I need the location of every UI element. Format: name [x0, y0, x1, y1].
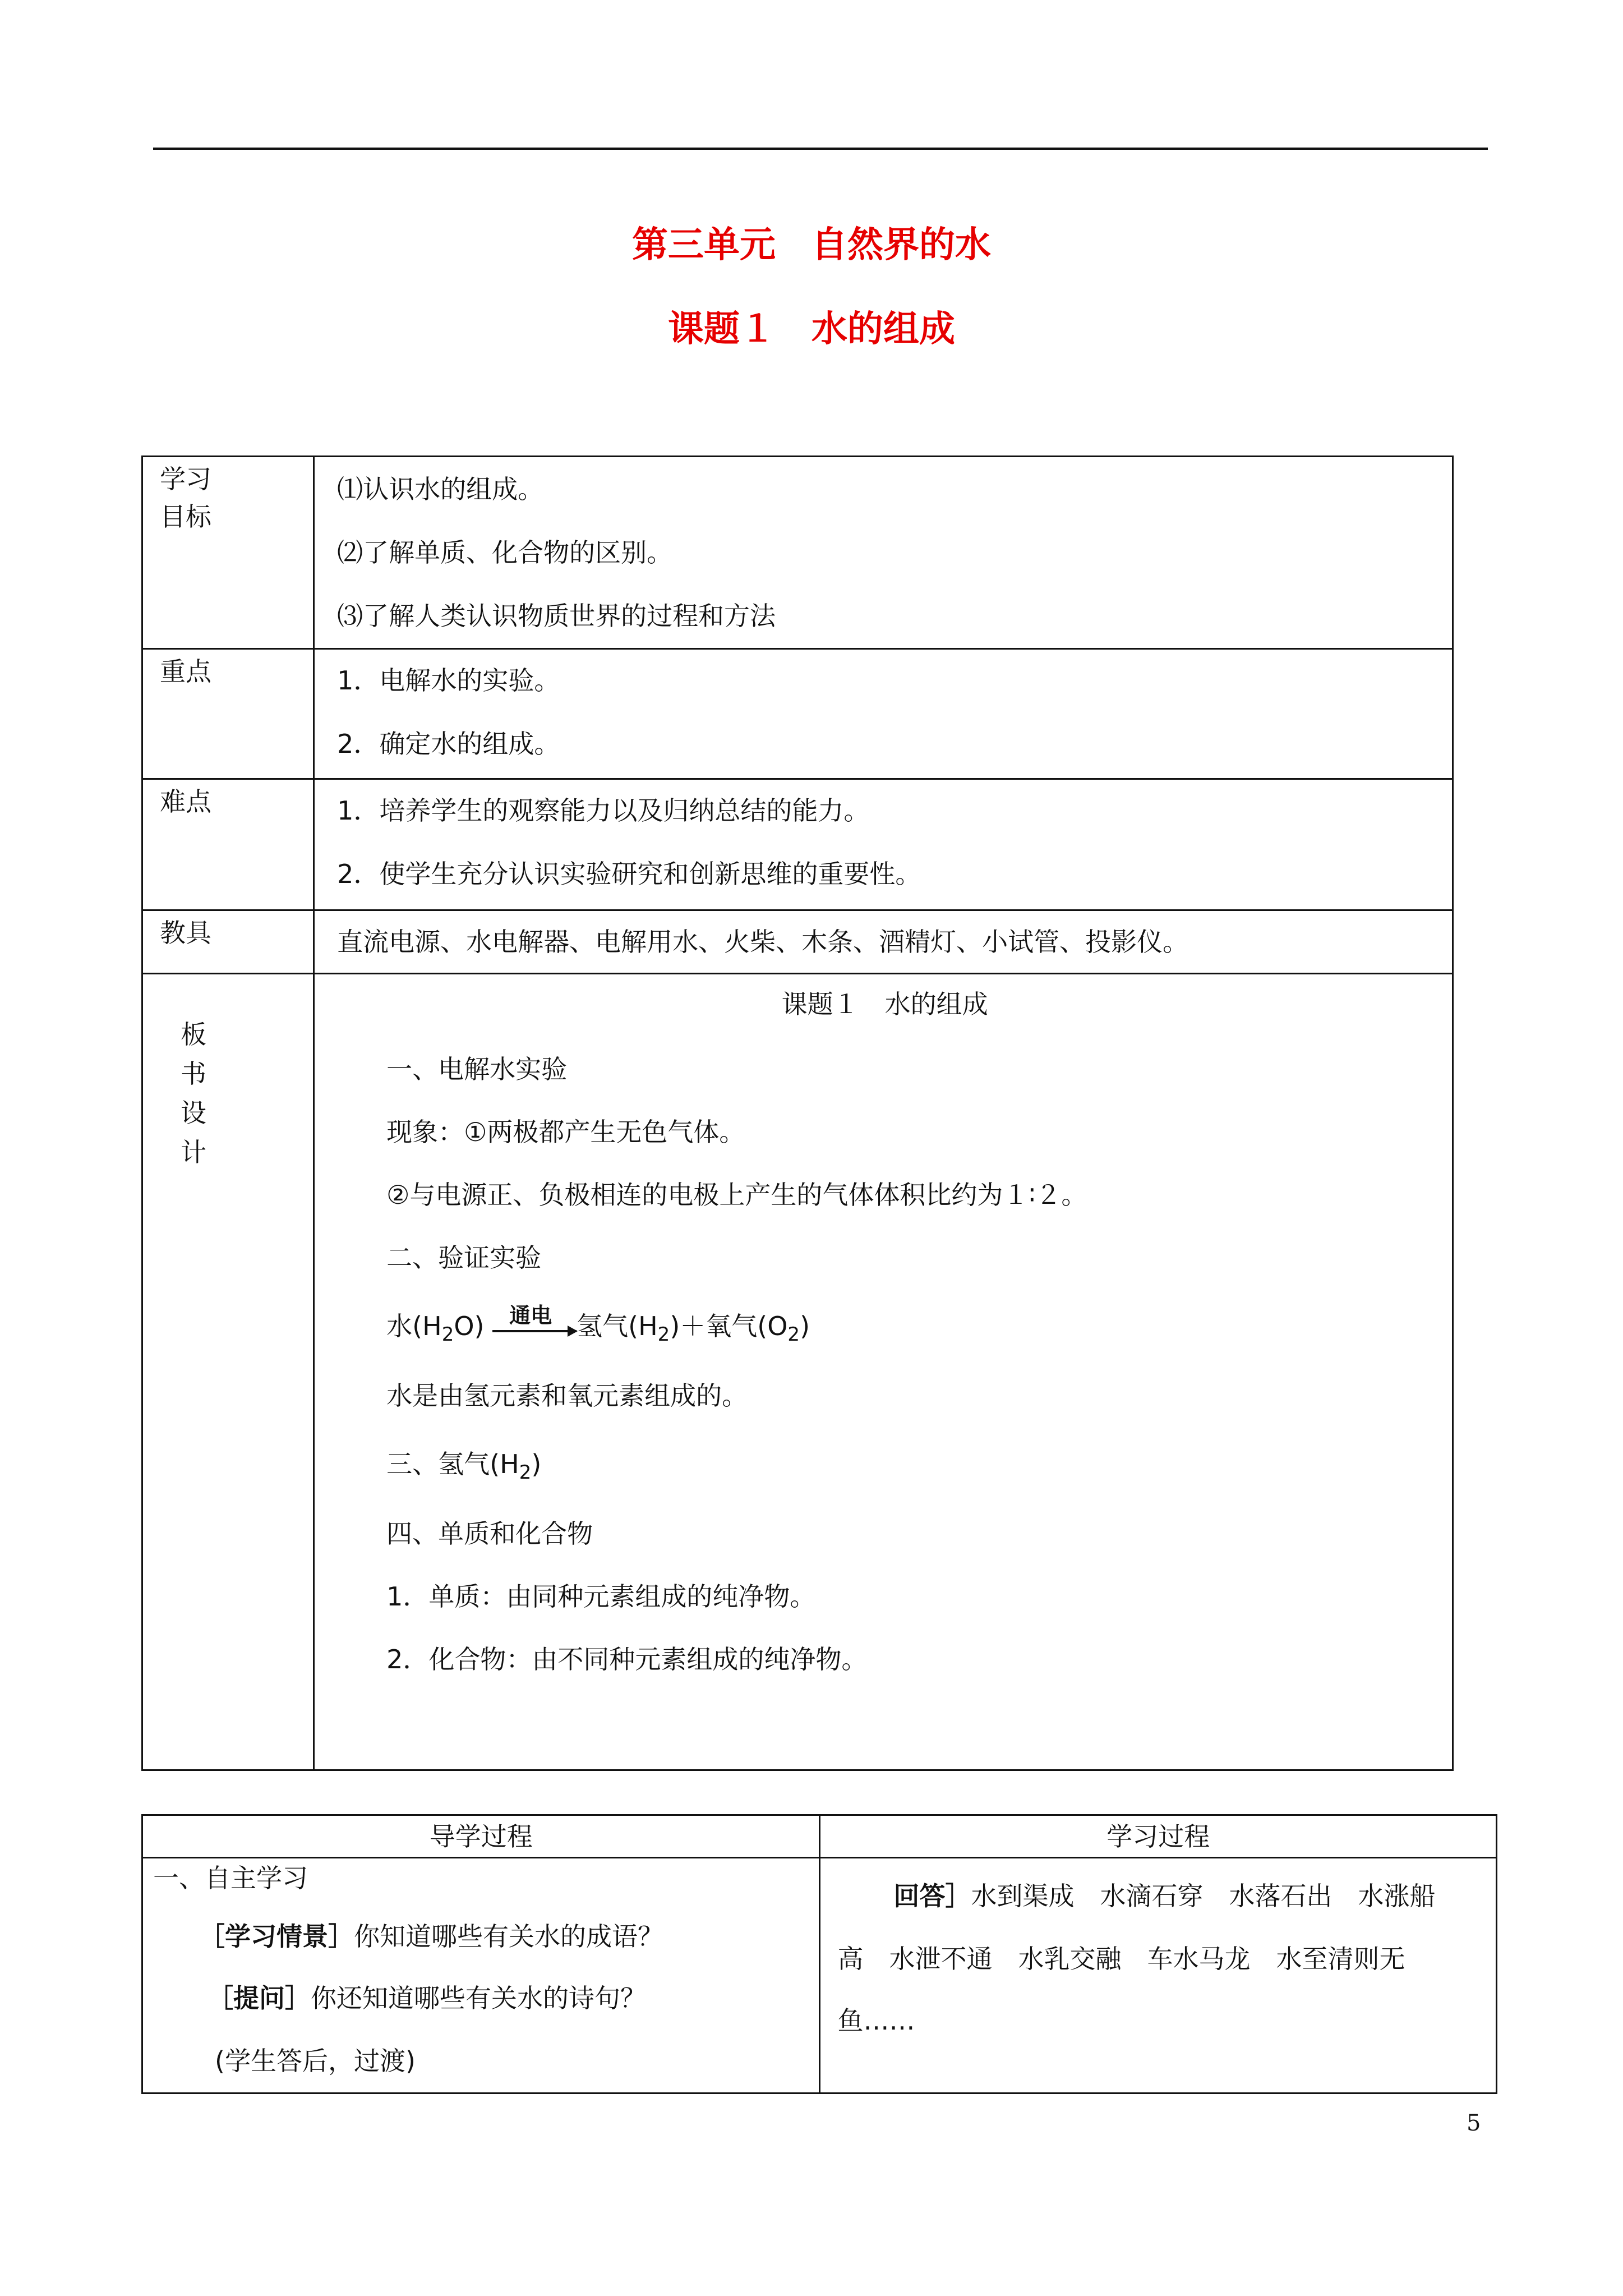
reaction-arrow-icon [492, 1303, 577, 1343]
question-scenario: ［学习情景］你知道哪些有关水的成语？ [199, 1921, 663, 1952]
board-label-char: 设 [181, 1098, 206, 1128]
board-compound-def: 2．化合物：由不同种元素组成的纯净物。 [386, 1644, 868, 1674]
board-label-char: 板 [181, 1019, 206, 1050]
board-label-cell [142, 974, 314, 1770]
board-heading: 课题１ 水的组成 [781, 989, 988, 1019]
guide-cell [142, 1858, 820, 2093]
goals-label-a: 学习 [160, 464, 211, 494]
process-header-row [142, 1815, 1497, 1858]
learn-cell [820, 1858, 1497, 2093]
tools-row [142, 910, 1453, 974]
key-label: 重点 [160, 656, 211, 687]
board-label-char: 计 [181, 1137, 206, 1167]
key-item: 1．电解水的实验。 [337, 665, 560, 696]
goals-label-b: 目标 [160, 501, 211, 532]
process-table [141, 1814, 1497, 2094]
board-phenomenon-1: 现象：①两极都产生无色气体。 [386, 1117, 745, 1147]
goals-row [142, 457, 1453, 649]
transition-note: (学生答后，过渡) [215, 2046, 416, 2076]
answer-line-3: 鱼…… [837, 2005, 915, 2036]
board-section-3: 三、氢气$(H_2)$ [386, 1449, 542, 1484]
tools-label: 教具 [160, 918, 211, 948]
goal-item: ⑵了解单质、化合物的区别。 [337, 537, 673, 568]
board-section-2: 二、验证实验 [386, 1243, 542, 1273]
tools-text: 直流电源、水电解器、电解用水、火柴、木条、酒精灯、小试管、投影仪。 [337, 927, 1189, 957]
goals-content-cell [314, 457, 1453, 649]
board-phenomenon-2: ②与电源正、负极相连的电极上产生的气体体积比约为１∶２。 [386, 1180, 1087, 1210]
difficult-item: 1．培养学生的观察能力以及归纳总结的能力。 [337, 795, 870, 826]
lesson-plan-table [141, 455, 1454, 1771]
answer-line-2: 高 水泄不通 水乳交融 车水马龙 水至清则无 [837, 1944, 1405, 1974]
unit-title: 第三单元 自然界的水 [632, 224, 991, 266]
answer-line-1: 回答］水到渠成 水滴石穿 水落石出 水涨船 [893, 1881, 1436, 1911]
board-conclusion: 水是由氢元素和氧元素组成的。 [386, 1381, 748, 1411]
col-guide-header: 导学过程 [429, 1821, 533, 1852]
board-row [142, 974, 1453, 1770]
board-equation: 水$(H_2O)$ 通电 氢气$(H_2)+$氧气$(O_2)$ [386, 1303, 810, 1346]
goal-item: ⑴认识水的组成。 [337, 474, 544, 504]
question-poems: ［提问］你还知道哪些有关水的诗句？ [208, 1983, 646, 2013]
lesson-title: 课题１ 水的组成 [668, 308, 955, 350]
board-section-4: 四、单质和化合物 [386, 1519, 593, 1549]
arrow-label: 通电 [509, 1303, 552, 1328]
header-rule [153, 148, 1488, 150]
key-row [142, 649, 1453, 779]
self-study-heading: 一、自主学习 [153, 1863, 308, 1893]
difficult-label: 难点 [160, 786, 211, 817]
key-item: 2．确定水的组成。 [337, 729, 560, 760]
col-learn-header: 学习过程 [1106, 1821, 1210, 1852]
difficult-item: 2．使学生充分认识实验研究和创新思维的重要性。 [337, 859, 921, 890]
difficult-row [142, 779, 1453, 910]
board-element-def: 1．单质：由同种元素组成的纯净物。 [386, 1581, 816, 1612]
board-section-1: 一、电解水实验 [386, 1054, 568, 1084]
process-row [142, 1858, 1497, 2093]
page-number: 5 [1467, 2110, 1481, 2136]
goal-item: ⑶了解人类认识物质世界的过程和方法 [337, 601, 776, 632]
board-label-char: 书 [181, 1059, 206, 1089]
board-content-cell [314, 974, 1453, 1770]
goals-label-cell [142, 457, 314, 649]
